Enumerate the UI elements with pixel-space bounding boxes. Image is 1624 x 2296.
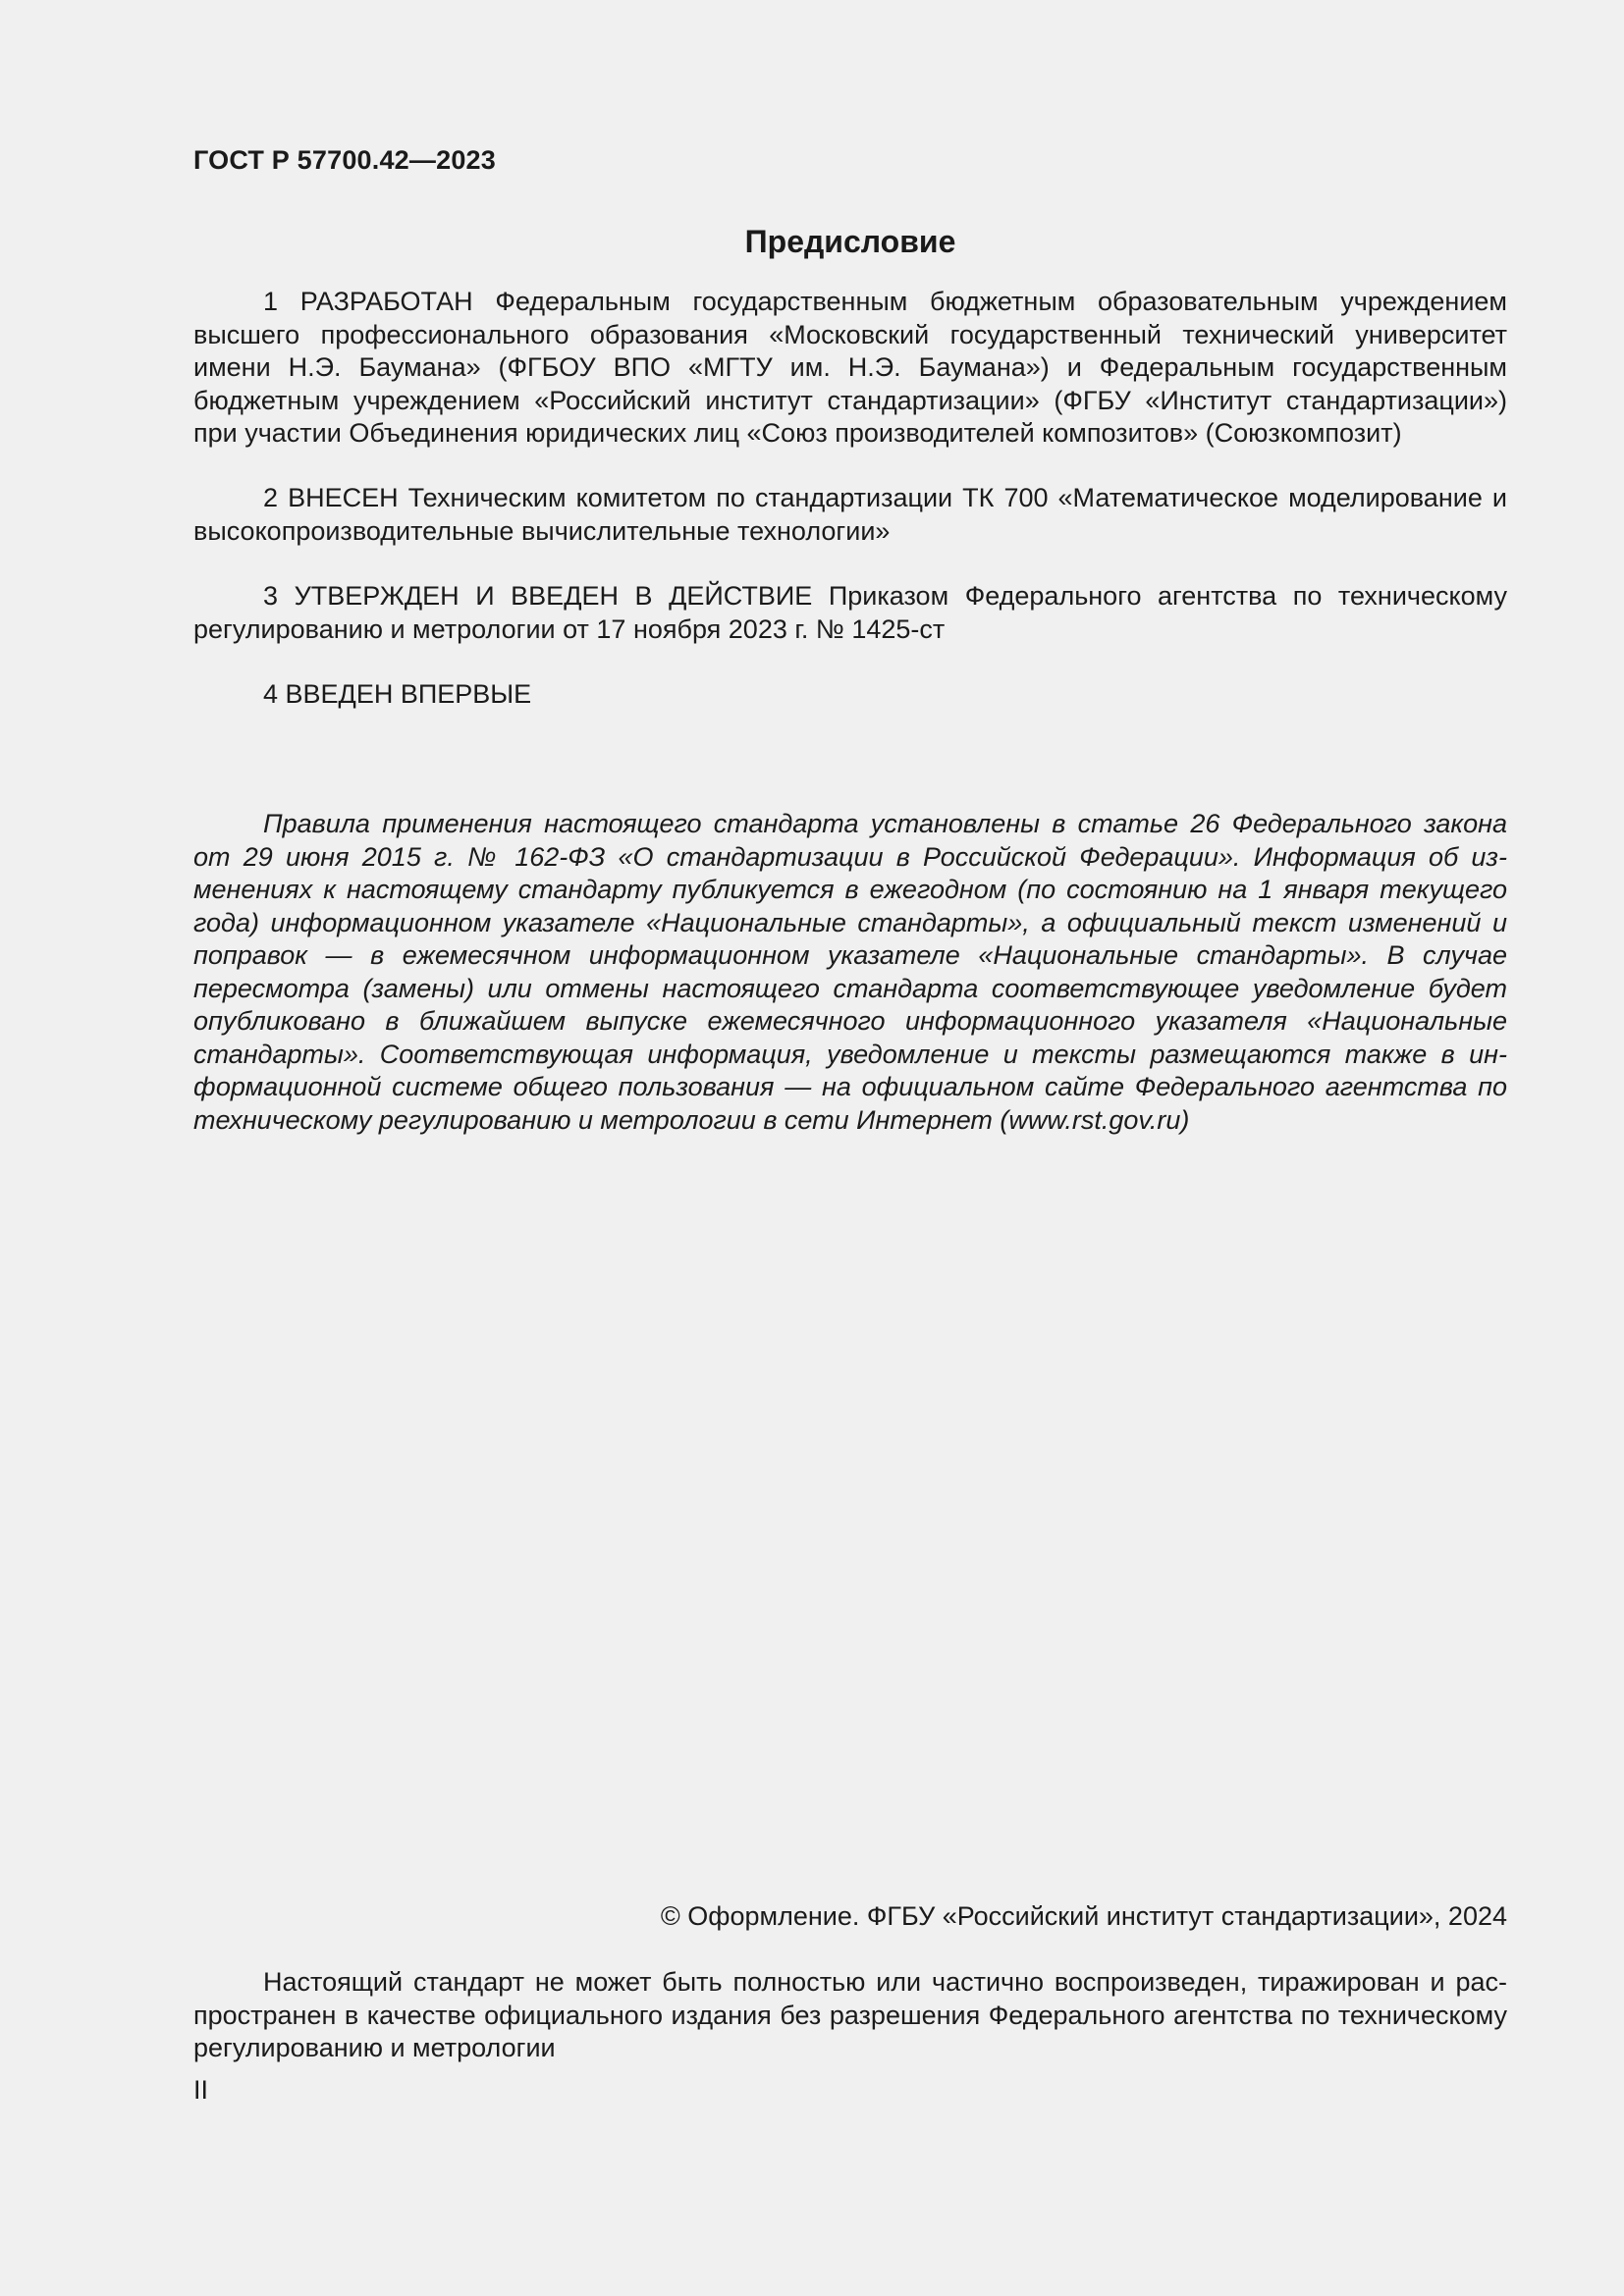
foreword-item-first-introduced: 4 ВВЕДЕН ВПЕРВЫЕ: [263, 679, 532, 709]
foreword-item-approved: 3 УТВЕРЖДЕН И ВВЕДЕН В ДЕЙСТВИЕ Приказом Федерального агентства по техническому регулированию и метрологии от 17 ноября 2023 г. № 1425-ст: [193, 581, 1507, 644]
document-code: ГОСТ Р 57700.42—2023: [193, 145, 496, 175]
foreword-item-developed: 1 РАЗРАБОТАН Федеральным государственным бюджетным образовательным учреждением высшего профессионального образования «Московский государственный технический университет имени Н.Э. Баумана» (ФГБОУ ВПО «МГТУ им. Н.Э. Баумана») и Федеральным государственным бюджетным учреждением «Российский институт стандартизации» (ФГБУ «Институт стандартизации») при участии Объединения юридических лиц «Союз производителей композитов» (Союзкомпозит): [193, 287, 1507, 448]
application-rules-notice: Правила применения настоящего стандарта установлены в статье 26 Федерального закона от 29 июня 2015 г. № 162-ФЗ «О стандартизации в Российской Федерации». Информация об изменениях к настоящему стандарту публикуется в ежегодном (по состоянию на 1 января текущего года) информационном указателе «Национальные стандарты», а официальный текст изменений и поправок — в ежемесячном информационном указателе «Национальные стандарты». В случае пересмотра (замены) или отмены настоящего стандарта соответствующее уведомление будет опубликовано в ближайшем выпуске ежемесячного информационного указателя «Национальные стандарты». Соответствующая информация, уведомление и тексты размещаются также в информационной системе общего пользования — на официальном сайте Федерального агентства по техническому регулированию и метрологии в сети Интернет (www.rst.gov.ru): [193, 809, 1507, 1135]
copyright-line: © Оформление. ФГБУ «Российский институт стандартизации», 2024: [660, 1901, 1507, 1931]
reproduction-notice: Настоящий стандарт не может быть полностью или частично воспроизведен, тиражирован и распространен в качестве официального издания без разрешения Федерального агентства по техническому регулированию и метрологии: [193, 1967, 1507, 2062]
foreword-item-introduced: 2 ВНЕСЕН Техническим комитетом по стандартизации ТК 700 «Математическое моделирование и высокопроизводительные вычислительные технологии»: [193, 483, 1507, 546]
page-number: II: [193, 2075, 209, 2105]
page-title: Предисловие: [744, 224, 956, 259]
